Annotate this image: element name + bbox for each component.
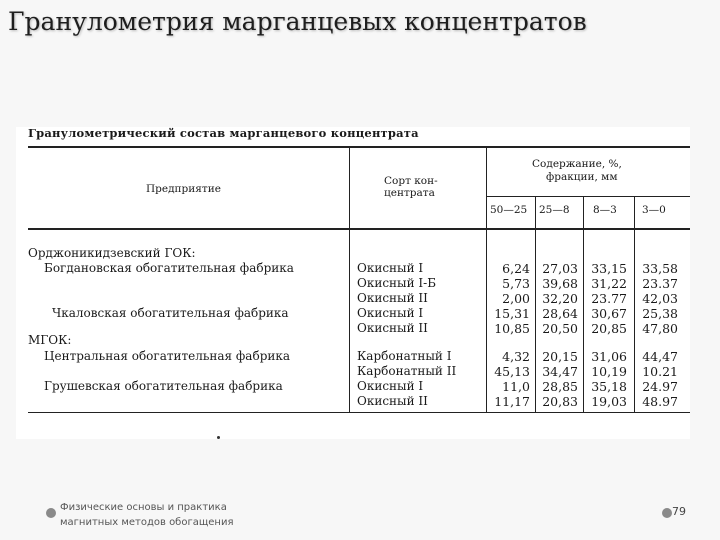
value-cell: 20,83 (542, 394, 578, 409)
grade-cell: Карбонатный I (357, 349, 452, 363)
value-cell: 10,19 (591, 364, 627, 379)
value-cell: 45,13 (494, 364, 530, 379)
footer-line-1: Физические основы и практика (60, 502, 227, 513)
value-cell: 10.21 (642, 364, 678, 379)
enterprise-cell: Богдановская обогатительная фабрика (44, 261, 294, 275)
slide-title: Гранулометрия марганцевых концентратов (8, 7, 587, 36)
grade-cell: Окисный I (357, 379, 424, 393)
value-cell: 33,15 (591, 261, 627, 276)
grade-cell: Карбонатный II (357, 364, 457, 378)
value-cell: 42,03 (642, 291, 678, 306)
header-grade-line1: Сорт кон- (384, 175, 438, 187)
value-cell: 31,22 (591, 276, 627, 291)
value-cell: 23.37 (642, 276, 678, 291)
group-label: МГОК: (28, 333, 72, 347)
enterprise-cell: Чкаловская обогатительная фабрика (52, 306, 289, 320)
value-cell: 28,64 (542, 306, 578, 321)
fraction-header: 8—3 (593, 204, 617, 216)
grade-cell: Окисный II (357, 394, 428, 408)
value-cell: 23.77 (591, 291, 627, 306)
fraction-header: 25—8 (539, 204, 570, 216)
footer-bullet-right (662, 508, 672, 518)
value-cell: 2,00 (502, 291, 530, 306)
value-cell: 20,15 (542, 349, 578, 364)
enterprise-cell: Центральная обогатительная фабрика (44, 349, 291, 363)
grade-cell: Окисный I (357, 261, 424, 275)
fraction-header: 3—0 (642, 204, 666, 216)
col-divider-1 (349, 148, 350, 412)
grade-cell: Окисный II (357, 291, 428, 305)
header-content-line1: Содержание, %, (532, 158, 622, 170)
fraction-header: 50—25 (490, 204, 528, 216)
value-cell: 47,80 (642, 321, 678, 336)
value-cell: 34,47 (542, 364, 578, 379)
value-cell: 27,03 (542, 261, 578, 276)
value-cell: 20,85 (591, 321, 627, 336)
col-divider-4 (583, 197, 584, 412)
value-cell: 33,58 (642, 261, 678, 276)
grade-cell: Окисный II (357, 321, 428, 335)
footer-text (60, 500, 233, 530)
value-cell: 19,03 (591, 394, 627, 409)
value-cell: 44,47 (642, 349, 678, 364)
header-bottom-rule (28, 228, 690, 230)
group-label: Орджоникидзевский ГОК: (28, 246, 196, 260)
header-grade-line2: центрата (384, 187, 435, 199)
header-content-line2: фракции, мм (546, 171, 618, 183)
footer-line-2: магнитных методов обогащения (60, 517, 234, 528)
value-cell: 32,20 (542, 291, 578, 306)
value-cell: 11,17 (494, 394, 530, 409)
value-cell: 20,50 (542, 321, 578, 336)
scan-speck (217, 436, 220, 439)
page-number: 79 (672, 505, 686, 518)
footer-bullet-left (46, 508, 56, 518)
value-cell: 15,31 (494, 306, 530, 321)
value-cell: 28,85 (542, 379, 578, 394)
value-cell: 4,32 (502, 349, 530, 364)
value-cell: 11,0 (502, 379, 530, 394)
value-cell: 48.97 (642, 394, 678, 409)
value-cell: 39,68 (542, 276, 578, 291)
col-divider-5 (634, 197, 635, 412)
header-enterprise: Предприятие (146, 183, 221, 195)
value-cell: 6,24 (502, 261, 530, 276)
value-cell: 25,38 (642, 306, 678, 321)
value-cell: 24.97 (642, 379, 678, 394)
table-top-rule (28, 146, 690, 148)
value-cell: 35,18 (591, 379, 627, 394)
grade-cell: Окисный I (357, 306, 424, 320)
value-cell: 10,85 (494, 321, 530, 336)
col-divider-3 (535, 197, 536, 412)
grade-cell: Окисный I-Б (357, 276, 437, 290)
enterprise-cell: Грушевская обогатительная фабрика (44, 379, 283, 393)
value-cell: 31,06 (591, 349, 627, 364)
table-caption: Гранулометрический состав марганцевого концентрата (28, 127, 419, 140)
col-divider-2 (486, 148, 487, 412)
scanned-table-image (16, 127, 690, 439)
value-cell: 30,67 (591, 306, 627, 321)
table-bottom-rule (28, 412, 690, 413)
value-cell: 5,73 (502, 276, 530, 291)
fractions-rule (486, 196, 690, 197)
